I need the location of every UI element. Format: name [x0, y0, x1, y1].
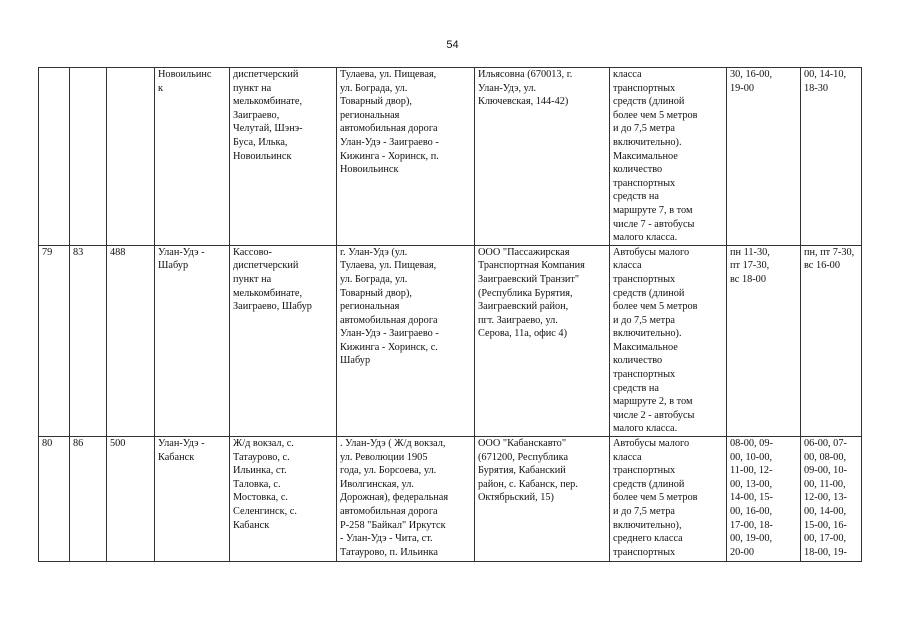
- route-name-cell: Улан-Удэ - Кабанск: [155, 437, 230, 562]
- registry-number-cell: 86: [70, 437, 107, 562]
- route-number-cell: 488: [107, 245, 155, 436]
- schedule-to-cell: пн, пт 7-30, вс 16-00: [801, 245, 862, 436]
- row-number-cell: 79: [39, 245, 70, 436]
- stops-cell: диспетчерский пункт на мелькомбинате, Заиграево, Челутай, Шэнэ- Буса, Илька, Новоильинск: [230, 68, 337, 246]
- route-name-cell: Новоильинс к: [155, 68, 230, 246]
- streets-cell: . Улан-Удэ ( Ж/д вокзал, ул. Революции 1905 года, ул. Борсоева, ул. Иволгинская, ул. Дорожная), федеральная автомобильная дорога Р-258 "Байкал" Иркутск - Улан-Удэ - Чита, ст. Татаурово, п. Ильинка: [337, 437, 475, 562]
- carrier-cell: ООО "Кабанскавто" (671200, Республика Бурятия, Кабанский район, с. Кабанск, пер. Октябрьский, 15): [475, 437, 610, 562]
- carrier-cell: Ильясовна (670013, г. Улан-Удэ, ул. Ключевская, 144-42): [475, 68, 610, 246]
- streets-cell: г. Улан-Удэ (ул. Тулаева, ул. Пищевая, ул. Бограда, ул. Товарный двор), региональная автомобильная дорога Улан-Удэ - Заиграево - Кижинга - Хоринск, с. Шабур: [337, 245, 475, 436]
- table-row: [39, 68, 862, 246]
- streets-cell: Тулаева, ул. Пищевая, ул. Бограда, ул. Товарный двор), региональная автомобильная дорога Улан-Удэ - Заиграево - Кижинга - Хоринск, п. Новоильинск: [337, 68, 475, 246]
- vehicles-cell: класса транспортных средств (длиной более чем 5 метров и до 7,5 метра включительно). Максимальное количество транспортных средств на маршруте 7, в том числе 7 - автобусы малого класса.: [610, 68, 727, 246]
- route-name-cell: Улан-Удэ - Шабур: [155, 245, 230, 436]
- registry-number-cell: 83: [70, 245, 107, 436]
- routes-table: [38, 67, 862, 562]
- vehicles-cell: Автобусы малого класса транспортных средств (длиной более чем 5 метров и до 7,5 метра включительно). Максимальное количество транспортных средств на маршруте 2, в том числе 2 - автобусы малого класса.: [610, 245, 727, 436]
- schedule-to-cell: 06-00, 07- 00, 08-00, 09-00, 10- 00, 11-00, 12-00, 13- 00, 14-00, 15-00, 16- 00, 17-00, 18-00, 19-: [801, 437, 862, 562]
- registry-number-cell: [70, 68, 107, 246]
- schedule-from-cell: 08-00, 09- 00, 10-00, 11-00, 12- 00, 13-00, 14-00, 15- 00, 16-00, 17-00, 18- 00, 19-00, 20-00: [727, 437, 801, 562]
- vehicles-cell: Автобусы малого класса транспортных средств (длиной более чем 5 метров и до 7,5 метра включительно), среднего класса транспортных: [610, 437, 727, 562]
- page-number: 54: [446, 39, 459, 51]
- stops-cell: Ж/д вокзал, с. Татаурово, с. Ильинка, ст. Таловка, с. Мостовка, с. Селенгинск, с. Кабанск: [230, 437, 337, 562]
- route-number-cell: 500: [107, 437, 155, 562]
- row-number-cell: 80: [39, 437, 70, 562]
- carrier-cell: ООО "Пассажирская Транспортная Компания Заиграевский Транзит" (Республика Бурятия, Заиграевский район, пгт. Заиграево, ул. Серова, 11а, офис 4): [475, 245, 610, 436]
- schedule-from-cell: 30, 16-00, 19-00: [727, 68, 801, 246]
- schedule-to-cell: 00, 14-10, 18-30: [801, 68, 862, 246]
- table-row: [39, 245, 862, 436]
- stops-cell: Кассово- диспетчерский пункт на мелькомбинате, Заиграево, Шабур: [230, 245, 337, 436]
- table-row: [39, 437, 862, 562]
- schedule-from-cell: пн 11-30, пт 17-30, вс 18-00: [727, 245, 801, 436]
- route-number-cell: [107, 68, 155, 246]
- row-number-cell: [39, 68, 70, 246]
